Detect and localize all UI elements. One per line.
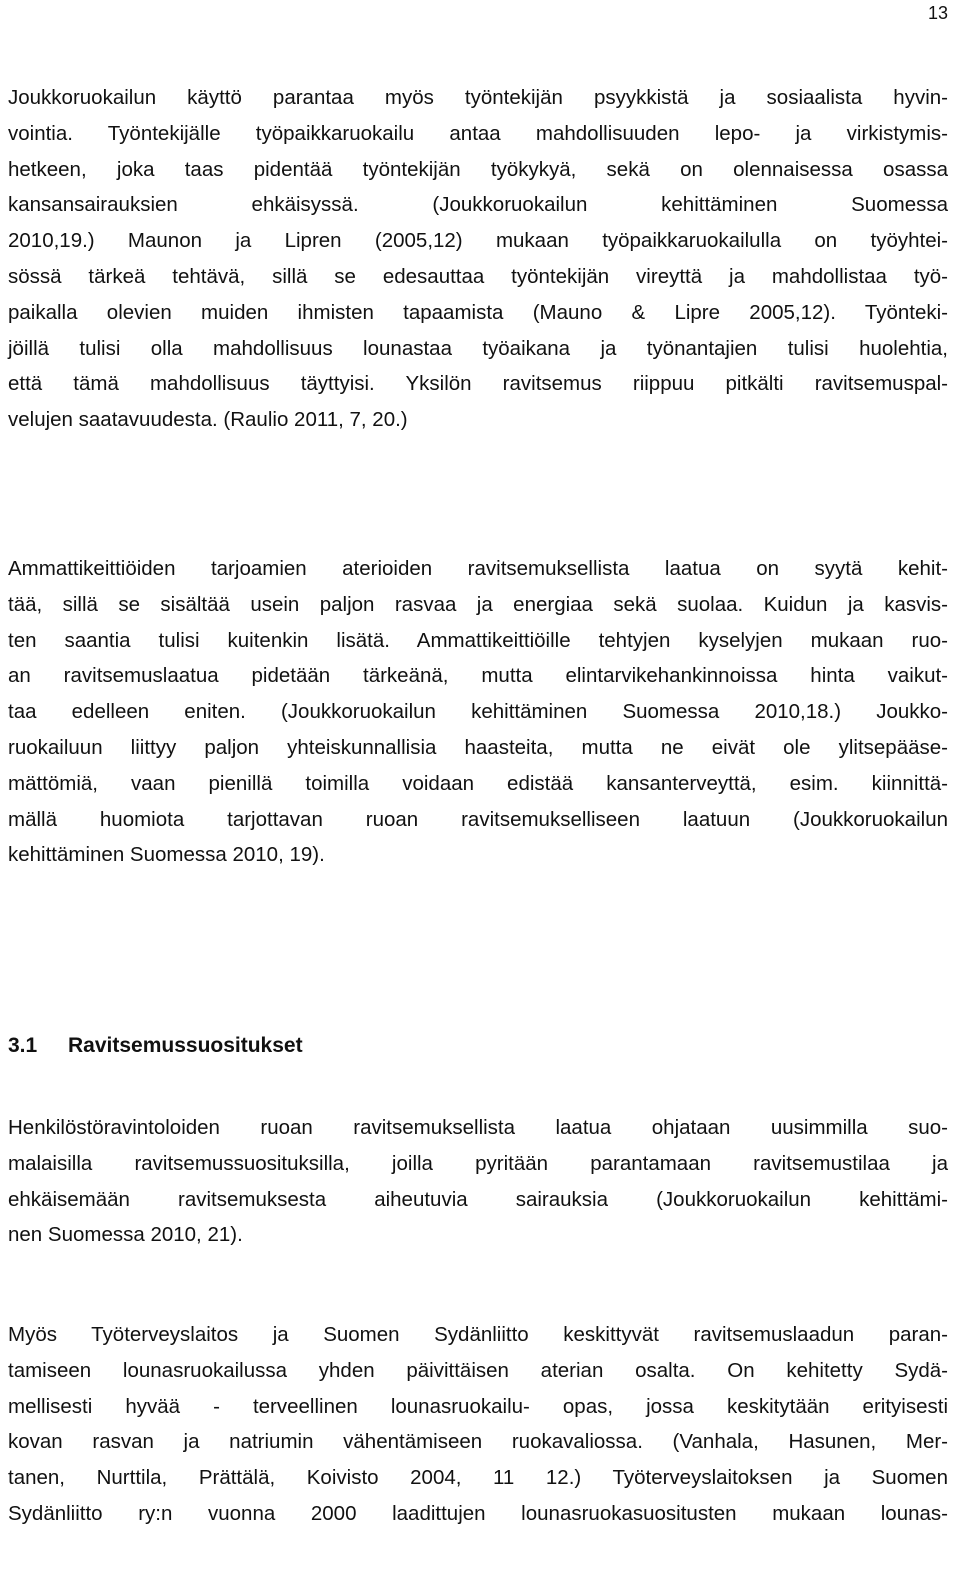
text-line: Myös Työterveyslaitos ja Suomen Sydänliitto keskittyvät ravitsemuslaadun paran- [8, 1323, 948, 1346]
paragraph-4 [8, 1317, 948, 1532]
text-line: tamiseen lounasruokailussa yhden päivittäisen aterian osalta. On kehitetty Sydä- [8, 1358, 948, 1382]
section-number: 3.1 [8, 1034, 38, 1057]
text-line: taa edelleen eniten. (Joukkoruokailun kehittäminen Suomessa 2010,18.) Joukko- [8, 700, 948, 724]
text-line: kehittäminen Suomessa 2010, 19). [8, 843, 325, 867]
page-number: 13 [927, 3, 948, 23]
text-line: Joukkoruokailun käyttö parantaa myös työntekijän psyykkistä ja sosiaalista hyvin- [8, 86, 948, 109]
text-line: paikalla olevien muiden ihmisten tapaamista (Mauno & Lipre 2005,12). Työnteki- [8, 300, 948, 324]
text-line: Henkilöstöravintoloiden ruoan ravitsemuksellista laatua ohjataan uusimmilla suo- [8, 1116, 948, 1139]
text-line: nen Suomessa 2010, 21). [8, 1223, 243, 1247]
section-title: Ravitsemussuositukset [68, 1034, 303, 1057]
text-line: vointia. Työntekijälle työpaikkaruokailu antaa mahdollisuuden lepo- ja virkistymis- [8, 121, 948, 145]
text-line: Ammattikeittiöiden tarjoamien aterioiden ravitsemuksellista laatua on syytä kehit- [8, 557, 948, 580]
text-line: kansansairauksien ehkäisyssä. (Joukkoruokailun kehittäminen Suomessa [8, 193, 948, 217]
text-line: kovan rasvan ja natriumin vähentämiseen ruokavaliossa. (Vanhala, Hasunen, Mer- [8, 1430, 948, 1454]
text-line: mällä huomiota tarjottavan ruoan ravitsemukselliseen laatuun (Joukkoruokailun [8, 807, 948, 831]
text-line: an ravitsemuslaatua pidetään tärkeänä, mutta elintarvikehankinnoissa hinta vaikut- [8, 664, 948, 688]
text-line: sössä tärkeä tehtävä, sillä se edesauttaa työntekijän vireyttä ja mahdollistaa työ- [8, 264, 948, 288]
text-line: ten saantia tulisi kuitenkin lisätä. Ammattikeittiöille tehtyjen kyselyjen mukaan ruo- [8, 628, 948, 652]
text-line: malaisilla ravitsemussuosituksilla, joilla pyritään parantamaan ravitsemustilaa ja [8, 1151, 948, 1175]
text-line: velujen saatavuudesta. (Raulio 2011, 7, 20.) [8, 408, 408, 432]
text-line: jöillä tulisi olla mahdollisuus lounastaa työaikana ja työnantajien tulisi huolehtia, [8, 336, 948, 360]
text-line: tää, sillä se sisältää usein paljon rasvaa ja energiaa sekä suolaa. Kuidun ja kasvis- [8, 592, 948, 616]
text-line: ruokailuun liittyy paljon yhteiskunnallisia haasteita, mutta ne eivät ole ylitsepääse- [8, 735, 948, 759]
paragraph-2 [8, 551, 948, 873]
text-line: mättömiä, vaan pienillä toimilla voidaan edistää kansanterveyttä, esim. kiinnittä- [8, 771, 948, 795]
paragraph-3 [8, 1110, 948, 1253]
text-line: ehkäisemään ravitsemuksesta aiheutuvia sairauksia (Joukkoruokailun kehittämi- [8, 1187, 948, 1211]
text-line: Sydänliitto ry:n vuonna 2000 laadittujen lounasruokasuositusten mukaan lounas- [8, 1501, 948, 1525]
section-heading [8, 1028, 948, 1064]
text-line: mellisesti hyvää - terveellinen lounasruokailu- opas, jossa keskitytään erityisesti [8, 1394, 948, 1418]
text-line: 2010,19.) Maunon ja Lipren (2005,12) mukaan työpaikkaruokailulla on työyhtei- [8, 229, 948, 253]
text-line: että tämä mahdollisuus täyttyisi. Yksilön ravitsemus riippuu pitkälti ravitsemuspal- [8, 372, 948, 396]
text-line: hetkeen, joka taas pidentää työntekijän työkykyä, sekä on olennaisessa osassa [8, 157, 948, 181]
text-line: tanen, Nurttila, Prättälä, Koivisto 2004, 11 12.) Työterveyslaitoksen ja Suomen [8, 1466, 948, 1490]
paragraph-1 [8, 80, 948, 438]
